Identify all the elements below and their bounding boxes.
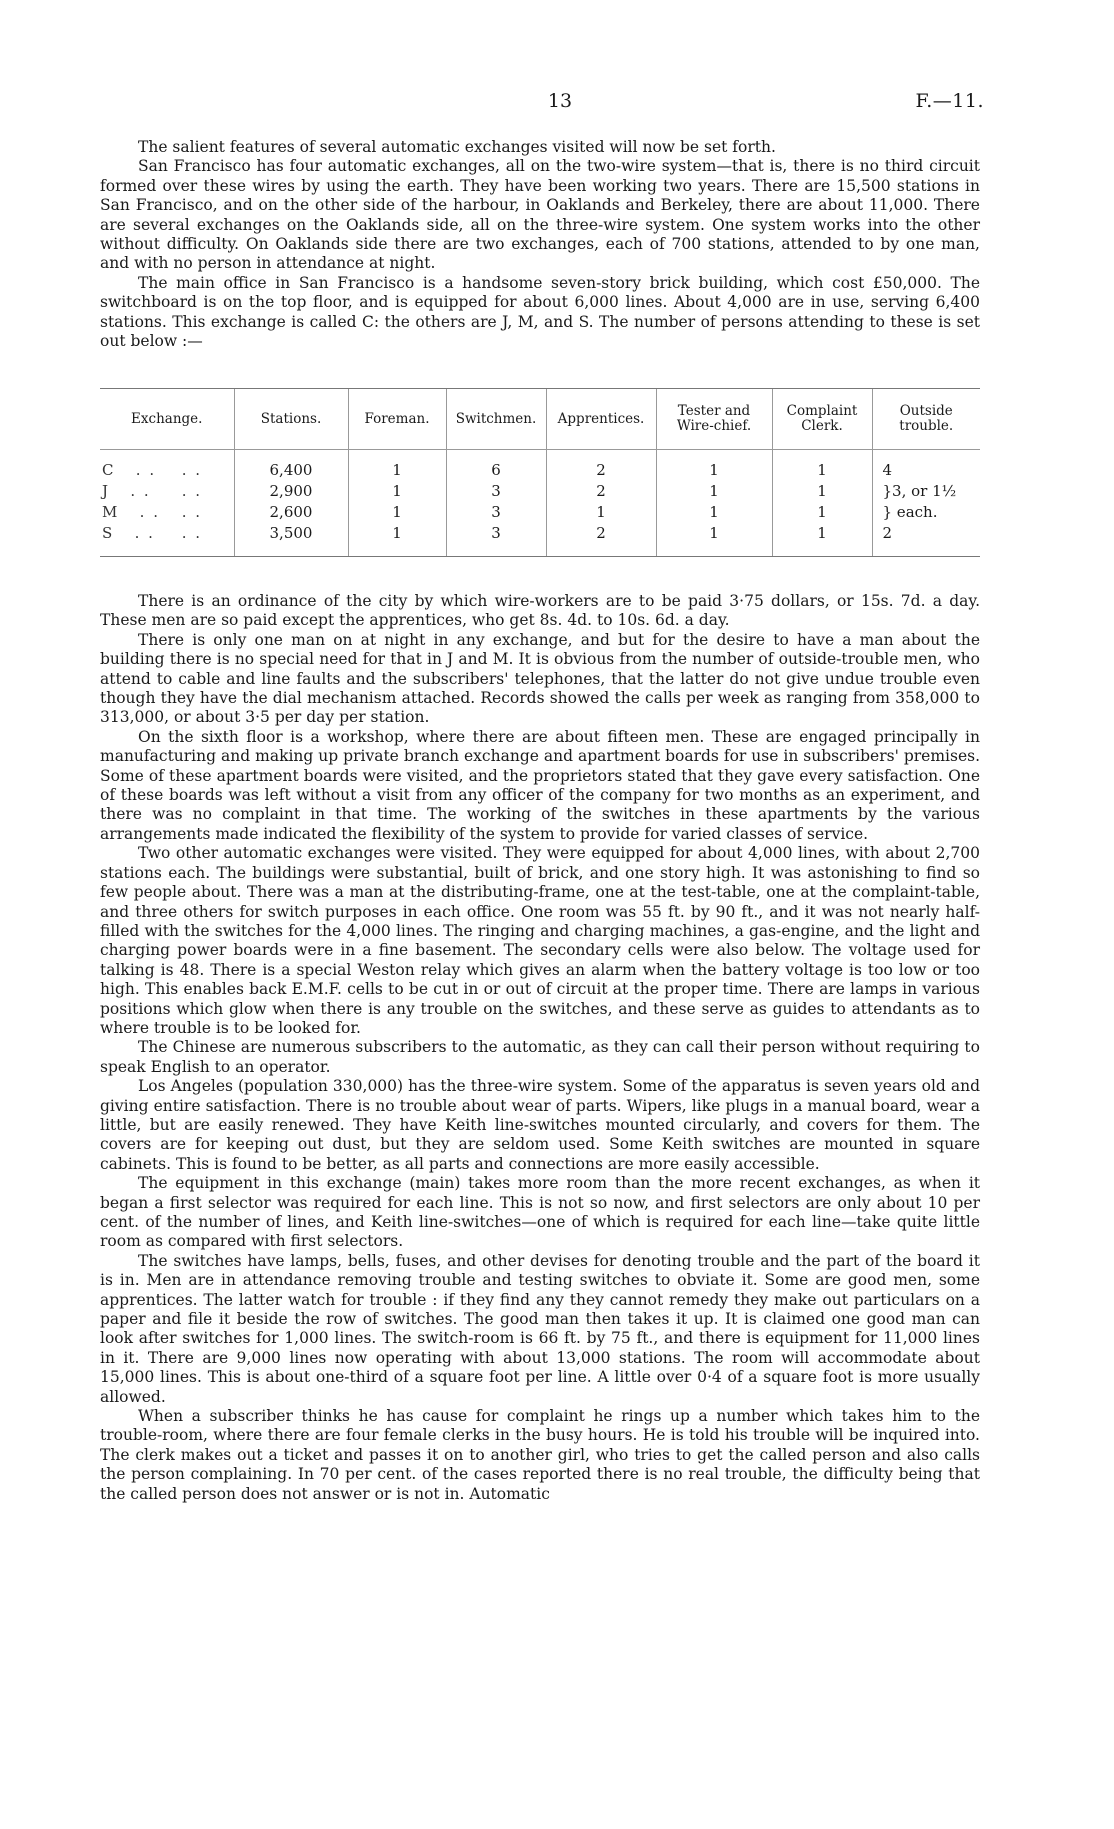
outside-cell: 2: [872, 523, 980, 557]
paragraph: San Francisco has four automatic exchanges, all on the two-wire system—that is, there is no third circuit formed over these wires by using the earth. They have been working two years. There are 15,500 stations in San Francisco, and on the other side of the harbour, in Oaklands and Berkeley, there are about 11,000. There are several exchanges on the Oaklands side, all on the three-wire system. One system works into the other without difficulty. On Oaklands side there are two exchanges, each of 700 stations, attended to by one man, and with no person in attendance at night.: [100, 157, 980, 273]
leader-dots: . .: [181, 524, 202, 542]
tester-cell: 1: [656, 481, 772, 502]
clerk-cell: 1: [772, 523, 872, 557]
switchmen-cell: 3: [446, 481, 546, 502]
document-reference: F.—11.: [915, 90, 984, 112]
exchange-cell: M: [102, 503, 120, 521]
apprentices-cell: 1: [546, 502, 656, 523]
col-header-clerk: Complaint Clerk.: [772, 389, 872, 450]
apprentices-cell: 2: [546, 481, 656, 502]
paragraph: There is only one man on at night in any exchange, and but for the desire to have a man about the building there is no special need for that in J and M. It is obvious from the number of outside-trouble men, who attend to cable and line faults and the subscribers' telephones, that the latter do not give undue trouble even though they have the dial mechanism attached. Records showed the calls per week as ranging from 358,000 to 313,000, or about 3·5 per day per station.: [100, 630, 980, 727]
body-text-top: [100, 138, 980, 351]
col-header-stations: Stations.: [234, 389, 348, 450]
paragraph: The Chinese are numerous subscribers to the automatic, as they can call their person without requiring to speak English to an operator.: [100, 1038, 980, 1076]
paragraph: When a subscriber thinks he has cause for complaint he rings up a number which takes him to the trouble-room, where there are four female clerks in the busy hours. He is told his trouble will be inquired into. The clerk makes out a ticket and passes it on to another girl, who tries to get the called person and also calls the person complaining. In 70 per cent. of the cases reported there is no real trouble, the difficulty being that the called person does not answer or is not in. Automatic: [100, 1407, 980, 1503]
staffing-table: [100, 388, 980, 557]
stations-cell: 3,500: [234, 523, 348, 557]
table-row: [100, 450, 980, 482]
table-row: [100, 502, 980, 523]
leader-dots: . .: [139, 503, 160, 521]
leader-dots: . .: [135, 461, 157, 479]
apprentices-cell: 2: [546, 523, 656, 557]
leader-dots: . .: [181, 482, 202, 500]
col-header-exchange: Exchange.: [100, 389, 234, 450]
body-text-bottom: [100, 592, 980, 1504]
col-header-switchmen: Switchmen.: [446, 389, 546, 450]
leader-dots: . .: [181, 503, 202, 521]
stations-cell: 6,400: [234, 450, 348, 482]
table-row: [100, 523, 980, 557]
table-header-row: [100, 389, 980, 450]
switchmen-cell: 3: [446, 523, 546, 557]
col-header-foreman: Foreman.: [348, 389, 446, 450]
foreman-cell: 1: [348, 450, 446, 482]
leader-dots: . .: [134, 524, 155, 542]
apprentices-cell: 2: [546, 450, 656, 482]
col-header-outside: Outside trouble.: [872, 389, 980, 450]
paragraph: There is an ordinance of the city by which wire-workers are to be paid 3·75 dollars, or 15s. 7d. a day. These men are so paid except the apprentices, who get 8s. 4d. to 10s. 6d. a day.: [100, 592, 980, 630]
switchmen-cell: 3: [446, 502, 546, 523]
tester-cell: 1: [656, 523, 772, 557]
leader-dots: . .: [181, 461, 202, 479]
outside-cell: }3, or 1½: [872, 481, 980, 502]
exchange-cell: S: [102, 524, 115, 542]
col-header-apprentices: Apprentices.: [546, 389, 656, 450]
paragraph: The main office in San Francisco is a handsome seven-story brick building, which cost £50,000. The switchboard is on the top floor, and is equipped for about 6,000 lines. About 4,000 are in use, serving 6,400 stations. This exchange is called C: the others are J, M, and S. The number of persons attending to these is set out below :—: [100, 273, 980, 351]
outside-cell: 4: [872, 450, 980, 482]
foreman-cell: 1: [348, 502, 446, 523]
paragraph: On the sixth floor is a workshop, where there are about fifteen men. These are engaged principally in manufacturing and making up private branch exchange and apartment boards for use in subscribers' premises. Some of these apartment boards were visited, and the proprietors stated that they gave every satisfaction. One of these boards was left without a visit from any officer of the company for two months as an experiment, and there was no complaint in that time. The working of the switches in these apartments by the various arrangements made indicated the flexibility of the system to provide for varied classes of service.: [100, 727, 980, 843]
paragraph: Two other automatic exchanges were visited. They were equipped for about 4,000 lines, with about 2,700 stations each. The buildings were substantial, built of brick, and one story high. It was astonishing to find so few people about. There was a man at the distributing-frame, one at the test-table, one at the complaint-table, and three others for switch purposes in each office. One room was 55 ft. by 90 ft., and it was not nearly half-filled with the switches for the 4,000 lines. The ringing and charging machines, a gas-engine, and the light and charging power boards were in a fine basement. The secondary cells were also below. The voltage used for talking is 48. There is a special Weston relay which gives an alarm when the battery voltage is too low or too high. This enables back E.M.F. cells to be cut in or out of circuit at the proper time. There are lamps in various positions which glow when there is any trouble on the switches, and these serve as guides to attendants as to where trouble is to be looked for.: [100, 844, 980, 1037]
exchange-cell: J: [102, 482, 111, 500]
foreman-cell: 1: [348, 481, 446, 502]
paragraph: The equipment in this exchange (main) takes more room than the more recent exchanges, as when it began a first selector was required for each line. This is not so now, and first selectors are only about 10 per cent. of the number of lines, and Keith line-switches—one of which is required for each line—take quite little room as compared with first selectors.: [100, 1174, 980, 1251]
paragraph: Los Angeles (population 330,000) has the three-wire system. Some of the apparatus is seven years old and giving entire satisfaction. There is no trouble about wear of parts. Wipers, like plugs in a manual board, wear a little, but are easily renewed. They have Keith line-switches mounted circularly, and covers for them. The covers are for keeping out dust, but they are seldom used. Some Keith switches are mounted in square cabinets. This is found to be better, as all parts and connections are more easily accessible.: [100, 1077, 980, 1173]
outside-cell: } each.: [872, 502, 980, 523]
page-number: 13: [547, 90, 573, 112]
stations-cell: 2,600: [234, 502, 348, 523]
stations-cell: 2,900: [234, 481, 348, 502]
clerk-cell: 1: [772, 502, 872, 523]
leader-dots: . .: [130, 482, 151, 500]
tester-cell: 1: [656, 502, 772, 523]
foreman-cell: 1: [348, 523, 446, 557]
clerk-cell: 1: [772, 450, 872, 482]
clerk-cell: 1: [772, 481, 872, 502]
paragraph: The switches have lamps, bells, fuses, and other devises for denoting trouble and the part of the board it is in. Men are in attendance removing trouble and testing switches to obviate it. Some are good men, some apprentices. The latter watch for trouble : if they find any they cannot remedy they make out particulars on a paper and file it beside the row of switches. The good man then takes it up. It is claimed one good man can look after switches for 1,000 lines. The switch-room is 66 ft. by 75 ft., and there is equipment for 11,000 lines in it. There are 9,000 lines now operating with about 13,000 stations. The room will accommodate about 15,000 lines. This is about one-third of a square foot per line. A little over 0·4 of a square foot is more usually allowed.: [100, 1251, 980, 1406]
col-header-tester: Tester and Wire-chief.: [656, 389, 772, 450]
tester-cell: 1: [656, 450, 772, 482]
exchange-cell: C: [102, 461, 116, 479]
table-row: [100, 481, 980, 502]
switchmen-cell: 6: [446, 450, 546, 482]
paragraph: The salient features of several automatic exchanges visited will now be set forth.: [138, 138, 776, 156]
